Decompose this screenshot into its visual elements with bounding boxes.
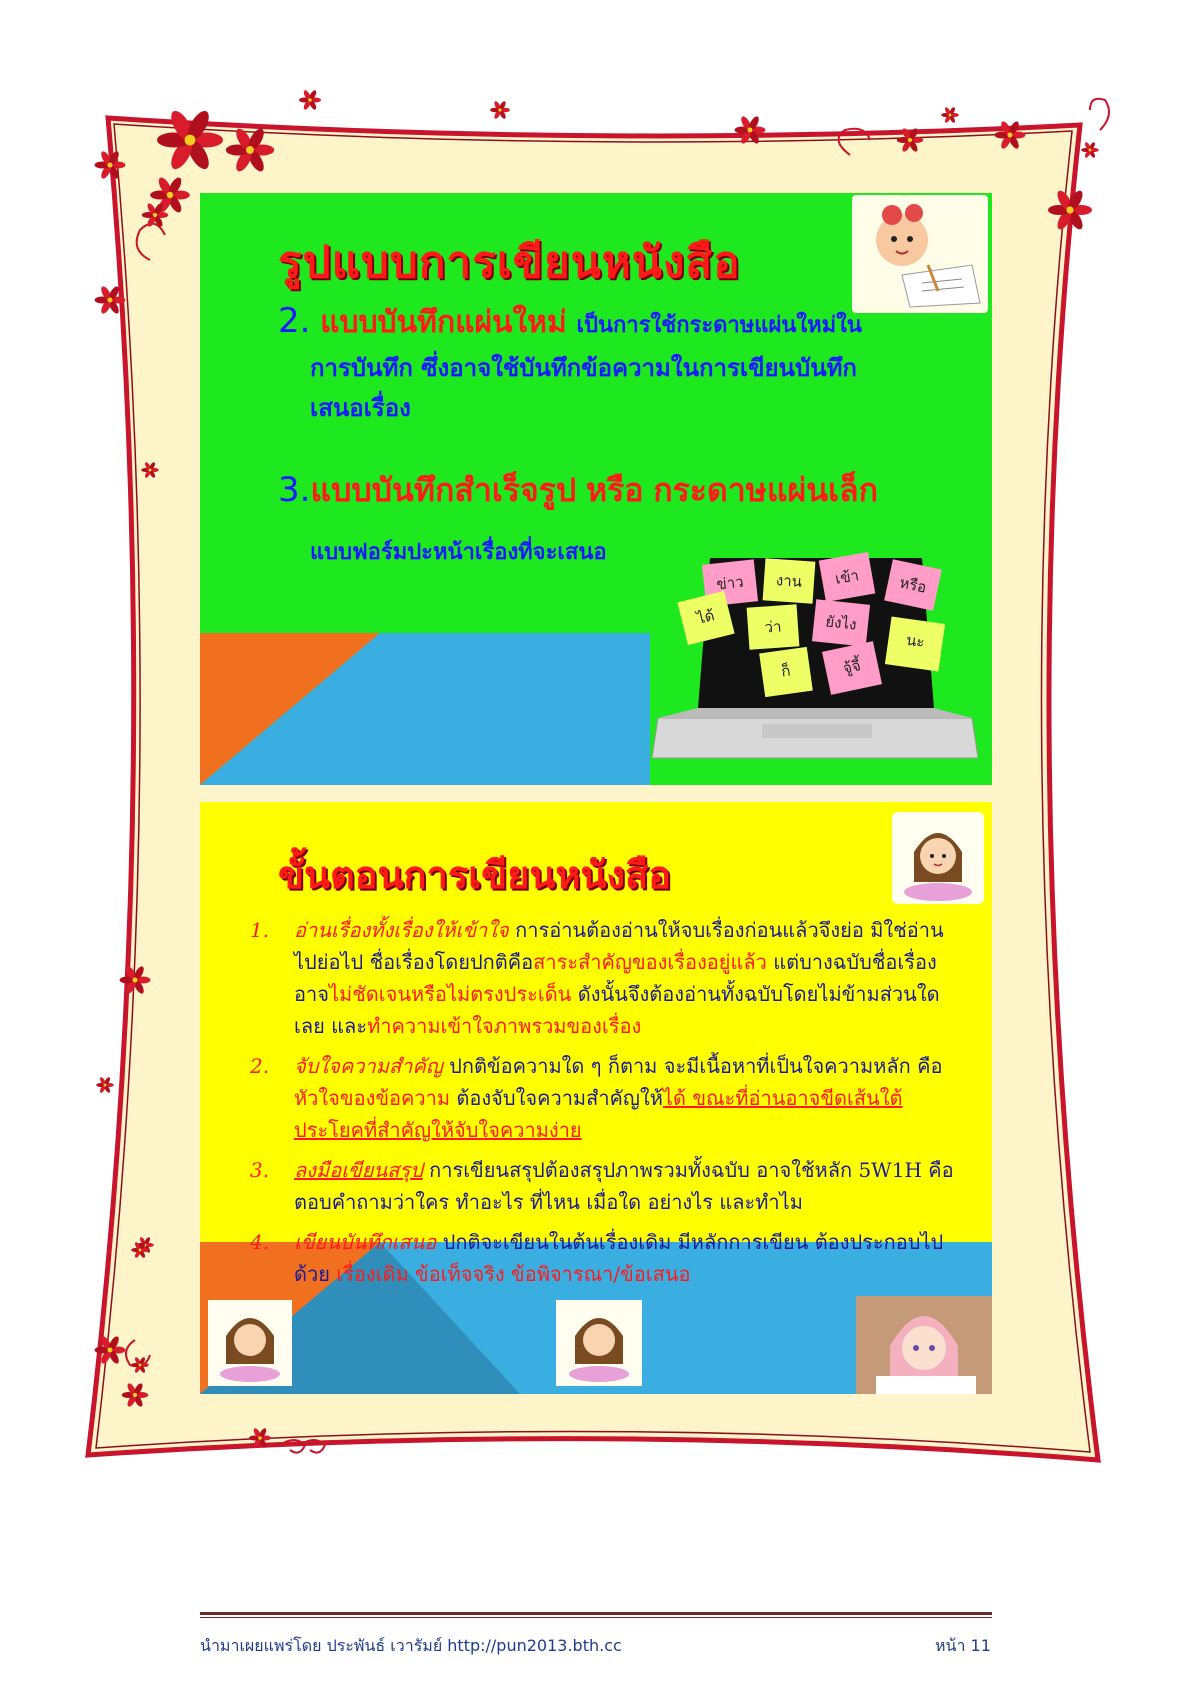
item2-lead: แบบบันทึกแผ่นใหม่ bbox=[320, 305, 567, 340]
girl-thinking-image bbox=[892, 812, 984, 904]
step-text: การเขียนสรุปต้องสรุปภาพรวมทั้งฉบับ อาจใช้หลัก 5W1H คือ ตอบคำถามว่าใคร ทำอะไร ที่ไหน เมื่อใด อย่างไร และทำไม bbox=[294, 1158, 954, 1214]
laptop-sticky-notes-image bbox=[652, 558, 978, 778]
sticky-note: เข้า bbox=[819, 552, 876, 602]
slide2-title: ขั้นตอนการเขียนหนังสือ bbox=[278, 853, 671, 897]
item2-text-1: เป็นการใช้กระดาษแผ่นใหม่ใน bbox=[576, 313, 862, 338]
step-highlight: ได้ ขณะที่อ่านอาจขีดเส้นใต้ประโยคที่สำคัญให้จับใจความง่าย bbox=[294, 1086, 903, 1142]
step-lead: ลงมือเขียนสรุป bbox=[294, 1158, 423, 1182]
item3-mid: หรือ bbox=[585, 471, 644, 509]
steps-list bbox=[240, 914, 960, 1298]
page-number: หน้า 11 bbox=[935, 1636, 991, 1655]
item3-lead: แบบบันทึกสำเร็จรูป bbox=[310, 471, 577, 509]
item2-text-2: การบันทึก ซึ่งอาจใช้บันทึกข้อความในการเขียนบันทึก bbox=[310, 353, 857, 382]
sticky-note: ก็ bbox=[759, 647, 813, 697]
poinsettia-flower bbox=[299, 89, 321, 111]
anime-girl-studying-image bbox=[856, 1296, 992, 1394]
footer-rule-thin bbox=[200, 1617, 992, 1618]
sticky-note: งาน bbox=[763, 558, 816, 603]
step-number: 2. bbox=[250, 1054, 270, 1078]
sticky-note: ได้ bbox=[677, 591, 734, 645]
step-text: ปกติจะเขียนในต้นเรื่องเดิม มีหลักการเขียน ต้องประกอบไปด้วย bbox=[294, 1230, 944, 1286]
item2-number: 2. bbox=[278, 301, 311, 341]
sticky-note: ว่า bbox=[747, 604, 800, 649]
step-item bbox=[240, 1050, 960, 1146]
step-item bbox=[240, 1226, 960, 1290]
sticky-note: จู้จี้ bbox=[822, 641, 882, 695]
step-highlight: ทำความเข้าใจภาพรวมของเรื่อง bbox=[367, 1014, 642, 1038]
poinsettia-flower bbox=[1081, 141, 1099, 158]
step-text: ต้องจับใจความสำคัญให้ bbox=[450, 1086, 663, 1110]
slide-writing-formats bbox=[200, 193, 992, 785]
step-text: ปกติข้อความใด ๆ ก็ตาม จะมีเนื้อหาที่เป็นใจความหลัก คือ bbox=[442, 1054, 943, 1078]
slide-writing-steps bbox=[200, 802, 992, 1394]
poinsettia-flower bbox=[490, 100, 510, 119]
step-lead: เขียนบันทึกเสนอ bbox=[294, 1230, 437, 1254]
girl-writing-cartoon-image bbox=[852, 195, 988, 313]
step-item bbox=[240, 1154, 960, 1218]
step-item bbox=[240, 914, 960, 1042]
format-item-3 bbox=[278, 465, 928, 569]
step-number: 4. bbox=[250, 1230, 270, 1254]
step-number: 1. bbox=[250, 918, 270, 942]
girl-writing-image-center bbox=[556, 1300, 642, 1386]
item3-text: แบบฟอร์มปะหน้าเรื่องที่จะเสนอ bbox=[310, 540, 607, 565]
step-highlight: หัวใจของข้อความ bbox=[294, 1086, 451, 1110]
sticky-note: นะ bbox=[885, 616, 945, 671]
sticky-note: ข่าว bbox=[702, 559, 758, 606]
item3-tail: กระดาษแผ่นเล็ก bbox=[653, 471, 878, 509]
poinsettia-flower bbox=[96, 1076, 114, 1093]
format-item-2 bbox=[278, 301, 908, 430]
item3-number: 3. bbox=[278, 470, 311, 510]
sticky-note: หรือ bbox=[884, 559, 942, 610]
step-text: แต่บางฉบับชื่อเรื่องอาจ bbox=[294, 950, 937, 1006]
step-highlight: ไม่ชัดเจนหรือไม่ตรงประเด็น bbox=[328, 982, 572, 1006]
sticky-note: ยังไง bbox=[812, 599, 870, 646]
slide1-title: รูปแบบการเขียนหนังสือ bbox=[278, 237, 741, 288]
step-text: การอ่านต้องอ่านให้จบเรื่องก่อนแล้วจึงย่อ มิใช่อ่านไปย่อไป ชื่อเรื่องโดยปกติคือ bbox=[294, 918, 944, 974]
step-text: ดังนั้นจึงต้องอ่านทั้งฉบับโดยไม่ข้ามส่วนใดเลย และ bbox=[294, 982, 940, 1038]
item2-text-3: เสนอเรื่อง bbox=[310, 393, 411, 422]
step-lead: จับใจความสำคัญ bbox=[294, 1054, 443, 1078]
swirl-ornament bbox=[1090, 99, 1109, 130]
poinsettia-flower bbox=[941, 106, 959, 123]
footer-rule bbox=[200, 1612, 992, 1615]
step-number: 3. bbox=[250, 1158, 270, 1182]
footer-credit: นำมาเผยแพร่โดย ประพันธ์ เวารัมย์ http://pun2013.bth.cc bbox=[200, 1636, 622, 1655]
step-highlight: สาระสำคัญของเรื่องอยู่แล้ว bbox=[533, 950, 767, 974]
girl-writing-image-left bbox=[208, 1300, 292, 1386]
step-lead: อ่านเรื่องทั้งเรื่องให้เข้าใจ bbox=[294, 918, 509, 942]
step-highlight: เรื่องเดิม ข้อเท็จจริง ข้อพิจารณา/ข้อเสนอ bbox=[336, 1262, 691, 1286]
